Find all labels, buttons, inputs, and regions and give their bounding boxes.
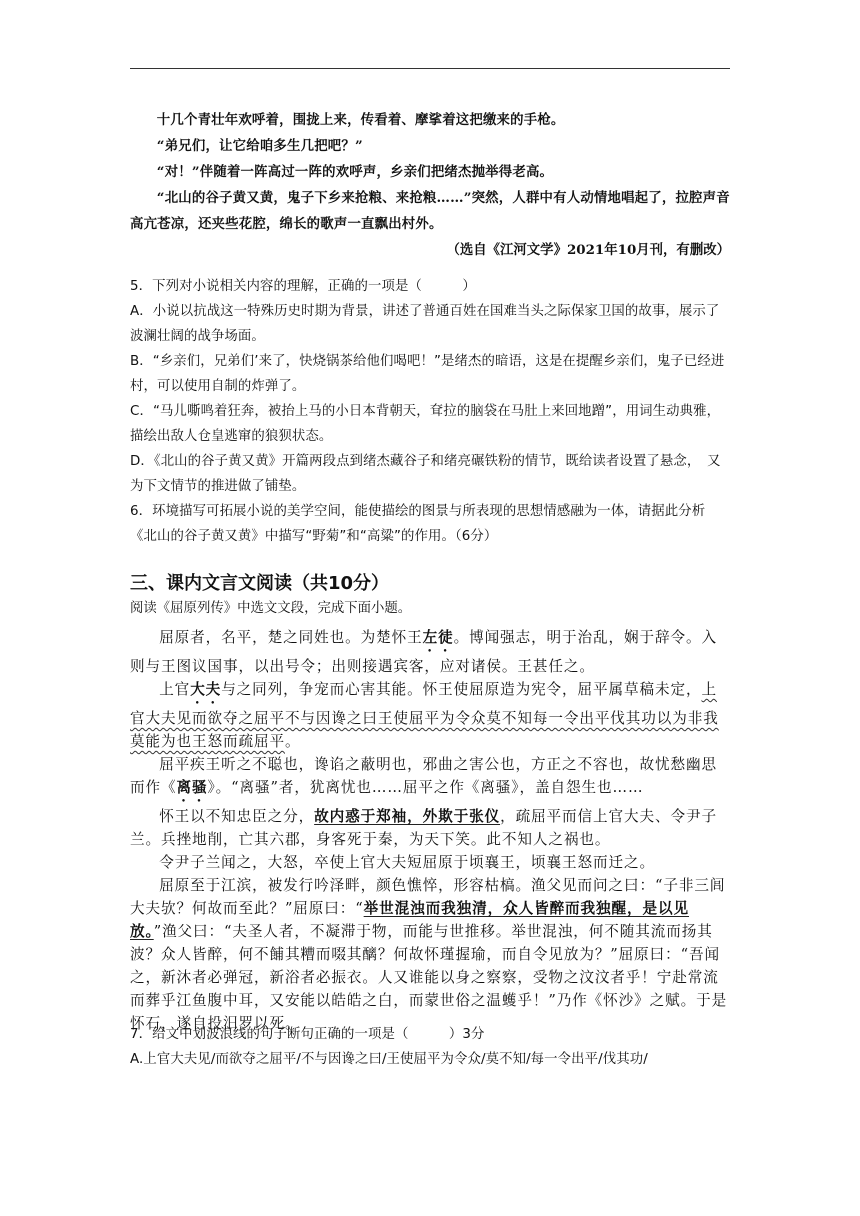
- classical-paragraph: 屈原至于江滨，被发行吟泽畔，颜色憔悴，形容枯槁。渔父见而问之曰：“子非三闾大夫欤？何故而至此？”屈原曰：“举世混浊而我独清，众人皆醉而我独醒，是以见放。”渔父曰：“夫圣人者，不凝滞于物，而能与世推移。举世混浊，何不随其流而扬其波？众人皆醉，何不餔其糟而啜其醨？何故怀瑾握瑜，而自令见放为？”屈原曰：“吾闻之，新沐者必弹冠，新浴者必振衣。人又谁能以身之察察，受物之汶汶者乎！宁赴常流而葬乎江鱼腹中耳，又安能以皓皓之白，而蒙世俗之温蠖乎！”乃作《怀沙》之赋。于是怀石，遂自投汨罗以死。: [130, 877, 728, 1032]
- question-7: [130, 1022, 730, 1072]
- wavy-underlined-sentence: 上官大夫见而欲夺之屈平不与因谗之曰王使屈平为令众莫不知每一令出平伐其功以为非我莫能为也王怒而疏屈平: [130, 681, 719, 750]
- q7-option-a[interactable]: A.上官大夫见/而欲夺之屈平/不与因谗之曰/王使屈平为令众/莫不知/每一令出平/伐其功/: [130, 1052, 648, 1067]
- story-paragraph: “北山的谷子黄又黄，鬼子下乡来抢粮、来抢粮……”突然，人群中有人动情地唱起了，拉腔声音高亢苍凉，还夹些花腔，绵长的歌声一直飘出村外。: [130, 190, 730, 232]
- classical-passage: [130, 626, 730, 1035]
- classical-paragraph: 屈平疾王听之不聪也，谗谄之蔽明也，邪曲之害公也，方正之不容也，故忧愁幽思而作《离骚》。“离骚”者，犹离忧也……屈平之作《离骚》，盖自怨生也……: [130, 756, 717, 796]
- header-rule: [130, 68, 730, 69]
- section-3: [130, 570, 730, 620]
- classical-paragraph: 怀王以不知忠臣之分，故内惑于郑袖，外欺于张仪，疏屈平而信上官大夫、令尹子兰。兵挫地削，亡其六郡，身客死于秦，为天下笑。此不知人之祸也。: [130, 808, 717, 848]
- q5-option-d[interactable]: D．《北山的谷子黄又黄》开篇两段点到绪杰藏谷子和绪亮碾铁粉的情节，既给读者设置了悬念， 又为下文情节的推进做了铺垫。: [130, 454, 721, 494]
- q5-stem: 5．下列对小说相关内容的理解，正确的一项是（ ）: [130, 279, 476, 294]
- underlined-sentence: 故内惑于郑袖，外欺于张仪: [314, 808, 501, 825]
- section-intro: 阅读《屈原列传》中选文文段，完成下面小题。: [130, 601, 412, 616]
- classical-paragraph: 屈原者，名平，楚之同姓也。为楚怀王左徒。博闻强志，明于治乱，娴于辞令。入则与王图议国事，以出号令；出则接遇宾客，应对诸侯。王甚任之。: [130, 629, 717, 675]
- story-paragraph: “对！”伴随着一阵高过一阵的欢呼声，乡亲们把绪杰抛举得老高。: [156, 164, 554, 180]
- story-excerpt: [130, 107, 730, 263]
- section-heading: 三、课内文言文阅读（共10分）: [130, 573, 390, 594]
- dotted-word: 离骚: [176, 779, 208, 796]
- classical-paragraph: 令尹子兰闻之，大怒，卒使上官大夫短屈原于顷襄王，顷襄王怒而迁之。: [159, 854, 655, 871]
- dotted-word: 大夫: [190, 681, 222, 698]
- story-paragraph: 十几个青壮年欢呼着，围拢上来，传看着、摩挲着这把缴来的手枪。: [156, 112, 565, 128]
- question-5: [130, 274, 730, 549]
- classical-paragraph: 上官大夫与之同列，争宠而心害其能。怀王使屈原造为宪令，屈平属草稿未定，上官大夫见而欲夺之屈平不与因谗之曰王使屈平为令众莫不知每一令出平伐其功以为非我莫能为也王怒而疏屈平。: [130, 681, 719, 750]
- q5-option-c[interactable]: C．“马儿嘶鸣着狂奔，被抬上马的小日本背朝天，耷拉的脑袋在马肚上来回地蹭”，用词生动典雅，描绘出敌人仓皇逃窜的狼狈状态。: [130, 404, 721, 444]
- q5-option-b[interactable]: B．“乡亲们，兄弟们’来了，快烧锅茶给他们喝吧！”是绪杰的暗语，这是在提醒乡亲们，鬼子已经进村，可以使用自制的炸弹了。: [130, 354, 725, 394]
- story-paragraph: “弟兄们，让它给咱多生几把吧？”: [156, 138, 363, 154]
- q7-stem: 7．给文中划波浪线的句子断句正确的一项是（ ）3分: [130, 1027, 485, 1042]
- story-source: （选自《江河文学》2021年10月刊，有删改）: [446, 242, 730, 258]
- dotted-word: 左徒: [422, 629, 454, 646]
- underlined-sentence: 举世混浊而我独清，众人皆醉而我独醒，是以见放。: [130, 900, 690, 940]
- q5-option-a[interactable]: A．小说以抗战这一特殊历史时期为背景，讲述了普通百姓在国难当头之际保家卫国的故事，展示了波澜壮阔的战争场面。: [130, 304, 720, 344]
- q6-stem: 6．环境描写可拓展小说的美学空间，能使描绘的图景与所表现的思想情感融为一体，请据此分析《北山的谷子黄又黄》中描写“野菊”和“高粱”的作用。（6分）: [130, 504, 706, 544]
